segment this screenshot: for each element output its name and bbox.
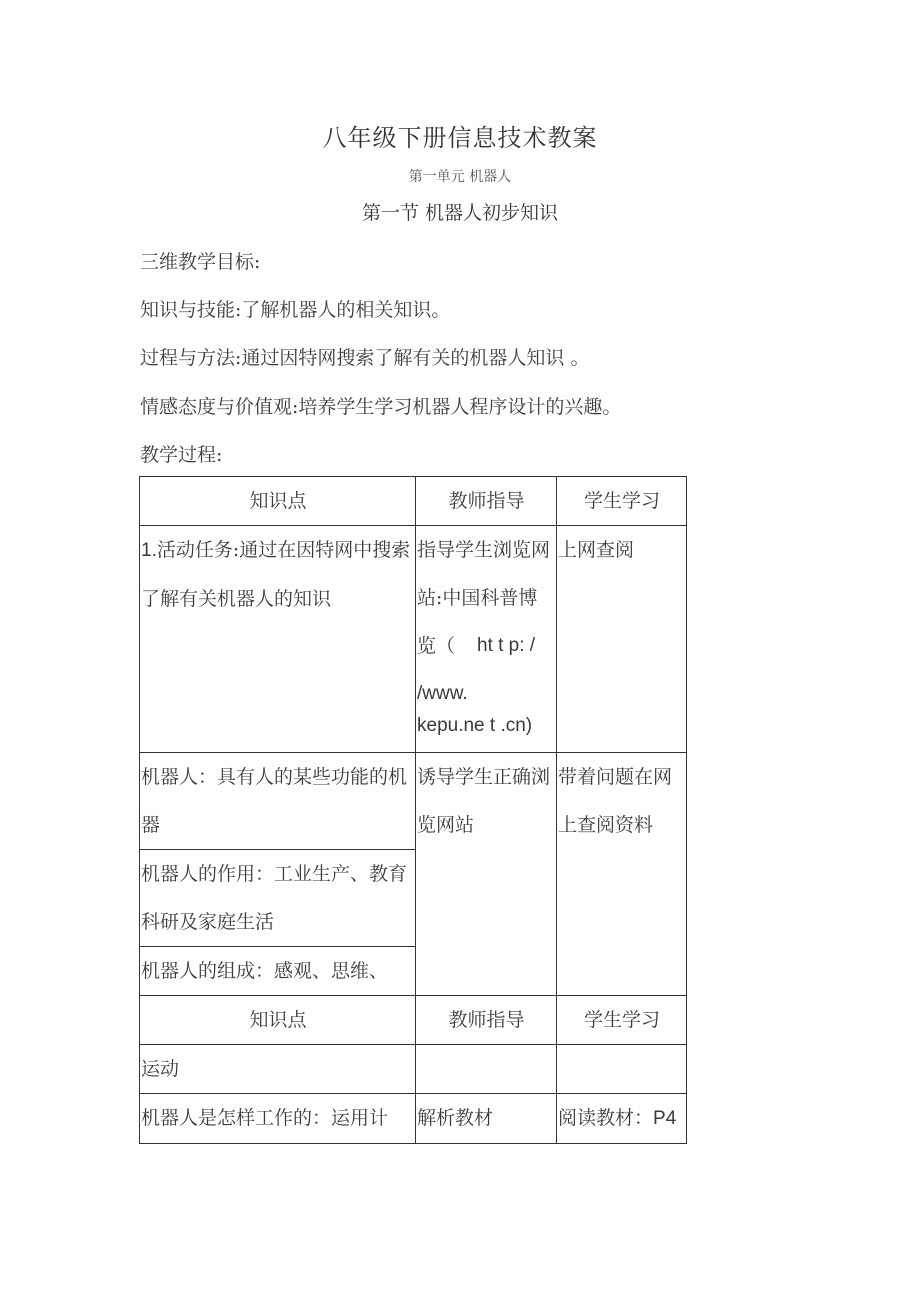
table-row [140, 753, 687, 850]
header-student: 学生学习 [557, 477, 687, 526]
header-teacher: 教师指导 [416, 996, 557, 1045]
table-row [140, 526, 687, 753]
cell-teacher: 解析教材 [416, 1094, 557, 1144]
document-title: 八年级下册信息技术教案 [322, 124, 598, 152]
header-teacher: 教师指导 [416, 477, 557, 526]
cell-knowledge: 运动 [140, 1045, 416, 1094]
header-student: 学生学习 [557, 996, 687, 1045]
table-row [140, 1094, 687, 1144]
objective-process: 过程与方法:通过因特网搜索了解有关的机器人知识 。 [140, 347, 590, 369]
cell-knowledge: 机器人：具有人的某些功能的机器 [140, 753, 416, 850]
objective-attitude: 情感态度与价值观:培养学生学习机器人程序设计的兴趣。 [140, 396, 622, 418]
header-knowledge: 知识点 [140, 996, 416, 1045]
unit-heading: 第一单元 机器人 [408, 169, 512, 185]
table-header-row [140, 996, 687, 1045]
teaching-process-heading: 教学过程: [140, 444, 223, 466]
table-header-row [140, 477, 687, 526]
cell-teacher: 诱导学生正确浏览网站 [416, 753, 557, 996]
objectives-heading: 三维教学目标: [140, 251, 261, 273]
cell-knowledge: 机器人的作用：工业生产、教育科研及家庭生活 [140, 850, 416, 947]
lesson-table [139, 476, 687, 1144]
cell-student: 带着问题在网上查阅资料 [557, 753, 687, 996]
cell-student [557, 1045, 687, 1094]
table-row [140, 1045, 687, 1094]
objective-knowledge: 知识与技能:了解机器人的相关知识。 [140, 299, 451, 321]
cell-teacher [416, 1045, 557, 1094]
cell-knowledge: 机器人的组成：感观、思维、 [140, 947, 416, 996]
cell-knowledge: 1.活动任务:通过在因特网中搜索了解有关机器人的知识 [140, 526, 416, 753]
section-heading: 第一节 机器人初步知识 [361, 202, 559, 224]
cell-student: 阅读教材：P4 [557, 1094, 687, 1144]
header-knowledge: 知识点 [140, 477, 416, 526]
cell-knowledge: 机器人是怎样工作的：运用计 [140, 1094, 416, 1144]
cell-student: 上网查阅 [557, 526, 687, 753]
cell-teacher: 指导学生浏览网站:中国科普博览（ ht t p: / /www. kepu.ne t .cn) [416, 526, 557, 753]
